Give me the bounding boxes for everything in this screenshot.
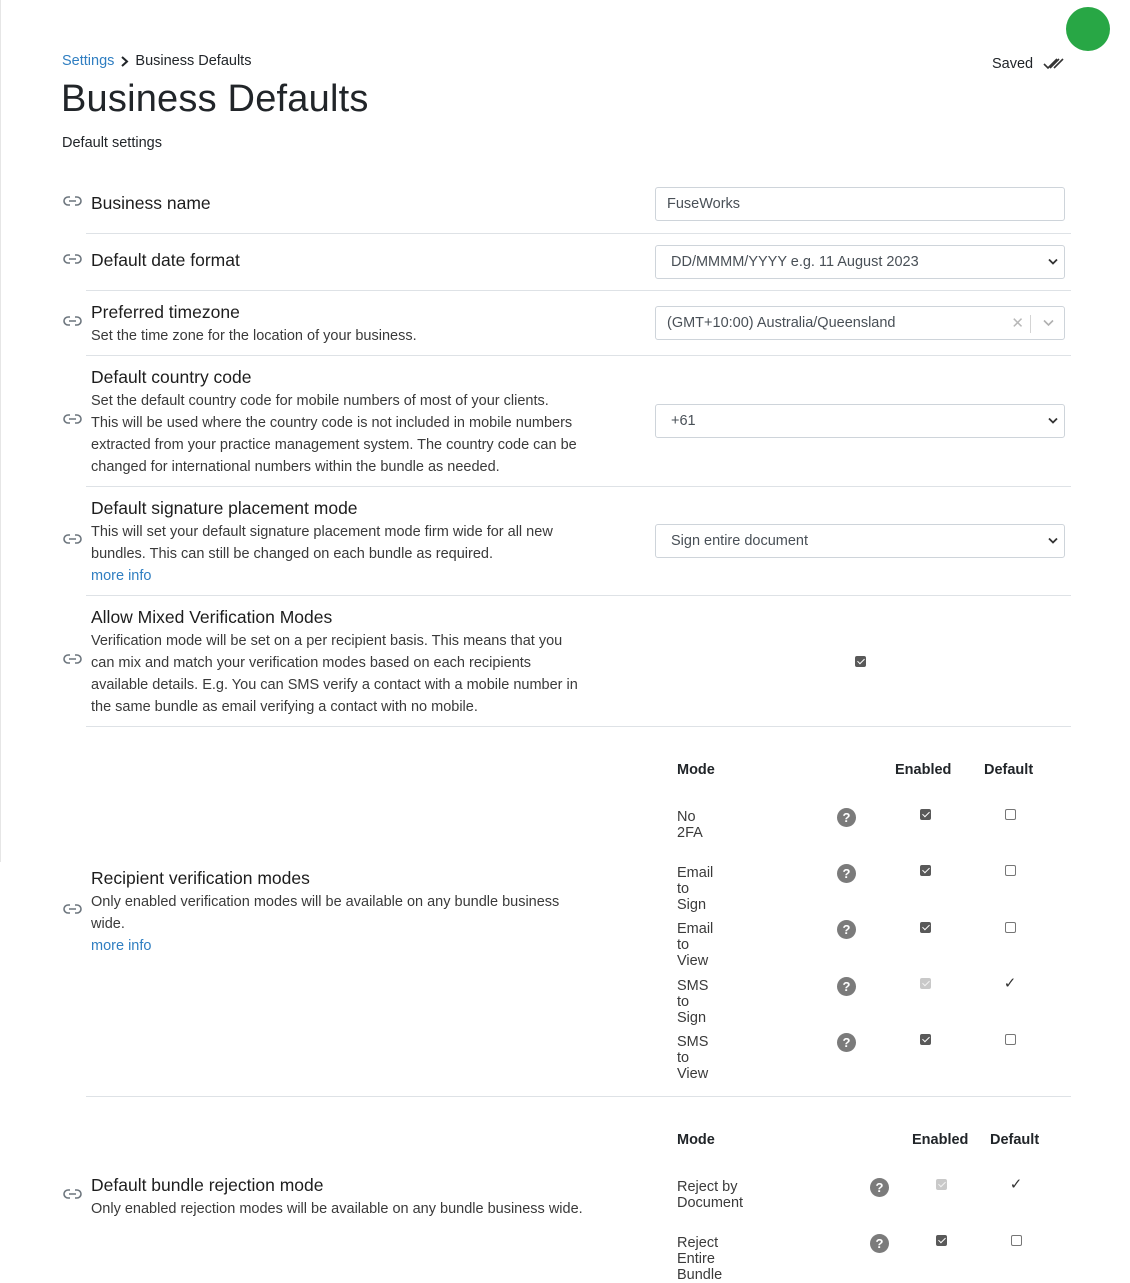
default-checkbox[interactable] [1005, 1034, 1016, 1045]
setting-description: Set the time zone for the location of your business. [91, 328, 417, 344]
link-icon[interactable] [63, 253, 82, 265]
enabled-cell [931, 1230, 951, 1250]
clear-icon[interactable]: ✕ [1011, 315, 1024, 332]
help-icon[interactable]: ? [837, 864, 856, 883]
description-line: Only enabled verification modes will be available on any bundle business [91, 894, 560, 910]
setting-title: Recipient verification modes [91, 868, 310, 888]
help-icon[interactable]: ? [837, 808, 856, 827]
default-checkbox[interactable] [1005, 865, 1016, 876]
setting-label-block [91, 1175, 631, 1220]
enabled-checkbox[interactable] [920, 809, 931, 820]
date-format-select[interactable] [655, 245, 1065, 279]
setting-row-date-format [86, 233, 1071, 291]
mixed-verification-checkbox[interactable] [855, 656, 866, 667]
description-line: can mix and match your verification modes based on each recipients [91, 655, 532, 671]
column-header-mode: Mode [677, 1132, 715, 1148]
setting-label-block [91, 250, 631, 271]
description-line: bundles. This can still be changed on each bundle as required. [91, 546, 493, 562]
setting-label-block [91, 302, 631, 347]
default-check-icon: ✓ [1003, 974, 1017, 992]
page-title: Business Defaults [61, 78, 369, 120]
enabled-checkbox[interactable] [936, 1235, 947, 1246]
default-cell [1000, 1029, 1020, 1049]
setting-title: Default country code [91, 367, 252, 387]
more-info-link[interactable]: more info [91, 938, 152, 954]
setting-title: Business name [91, 193, 211, 213]
enabled-checkbox[interactable] [920, 1034, 931, 1045]
setting-row-verification-modes [86, 726, 1071, 1097]
description-line: This will set your default signature placement mode firm wide for all new [91, 524, 553, 540]
help-icon[interactable]: ? [837, 1033, 856, 1052]
chevron-right-icon [120, 56, 129, 67]
mode-name: SMS to View [677, 1034, 709, 1082]
column-header-enabled: Enabled [912, 1132, 969, 1148]
link-icon[interactable] [63, 903, 82, 915]
setting-row-rejection-modes [86, 1096, 1071, 1283]
column-header-enabled: Enabled [895, 762, 952, 778]
more-info-link[interactable]: more info [91, 568, 152, 584]
default-cell [1000, 804, 1020, 824]
mode-name: Reject Entire Bundle [677, 1235, 723, 1283]
setting-row-signature-mode [86, 486, 1071, 596]
setting-label-block [91, 498, 631, 587]
mode-name: Reject by Document [677, 1179, 744, 1211]
enabled-cell [931, 1174, 951, 1194]
help-icon[interactable]: ? [870, 1178, 889, 1197]
mode-name: SMS to Sign [677, 978, 709, 1026]
enabled-cell [915, 917, 935, 937]
date-format-value: DD/MMMM/YYYY e.g. 11 August 2023 [671, 254, 919, 270]
link-icon[interactable] [63, 195, 82, 207]
save-status [992, 56, 1065, 72]
column-header-default: Default [984, 762, 1034, 778]
mode-name: No 2FA [677, 809, 703, 841]
enabled-checkbox[interactable] [920, 865, 931, 876]
description-line: the same bundle as email verifying a contact with no mobile. [91, 699, 478, 715]
default-check-icon: ✓ [1009, 1175, 1023, 1193]
enabled-cell [915, 973, 935, 993]
enabled-checkbox[interactable] [920, 922, 931, 933]
country-code-select[interactable] [655, 404, 1065, 438]
description-line: available details. E.g. You can SMS verify a contact with a mobile number in [91, 677, 578, 693]
column-header-mode: Mode [677, 762, 715, 778]
setting-label-block [91, 607, 631, 718]
default-cell [1000, 860, 1020, 880]
help-icon[interactable]: ? [870, 1234, 889, 1253]
setting-description [91, 390, 631, 478]
setting-title: Preferred timezone [91, 302, 240, 322]
breadcrumb-settings-link[interactable]: Settings [62, 53, 115, 69]
enabled-checkbox-disabled [920, 978, 931, 989]
link-icon[interactable] [63, 533, 82, 545]
setting-description [91, 891, 631, 935]
chevron-down-icon [1048, 538, 1058, 545]
breadcrumb-current: Business Defaults [135, 53, 252, 69]
country-code-value: +61 [671, 413, 696, 429]
default-cell [1000, 973, 1020, 993]
saved-label: Saved [992, 56, 1034, 72]
chevron-down-icon [1048, 259, 1058, 266]
page-edge [0, 0, 1, 862]
setting-label-block [91, 193, 631, 214]
description-line: Verification mode will be set on a per recipient basis. This means that you [91, 633, 563, 649]
chevron-down-icon[interactable] [1043, 320, 1054, 327]
page-subtitle: Default settings [62, 135, 162, 151]
description-line: wide. [91, 916, 125, 932]
breadcrumb [62, 53, 251, 69]
setting-title: Allow Mixed Verification Modes [91, 607, 333, 627]
default-cell [1006, 1230, 1026, 1250]
description-line: This will be used where the country code is not included in mobile numbers [91, 415, 573, 431]
default-cell [1000, 917, 1020, 937]
timezone-select[interactable] [655, 306, 1065, 340]
link-icon[interactable] [63, 315, 82, 327]
mode-name: Email to View [677, 921, 714, 969]
setting-description [91, 521, 631, 565]
column-header-default: Default [990, 1132, 1040, 1148]
setting-row-timezone [86, 290, 1071, 356]
help-icon[interactable]: ? [837, 920, 856, 939]
enabled-cell [915, 804, 935, 824]
setting-label-block [91, 868, 631, 957]
business-name-input[interactable] [655, 187, 1065, 221]
setting-row-business-name [86, 176, 1071, 234]
setting-row-mixed-verification [86, 595, 1071, 727]
user-avatar[interactable] [1066, 7, 1110, 51]
enabled-cell [915, 860, 935, 880]
enabled-cell [915, 1029, 935, 1049]
default-checkbox[interactable] [1011, 1235, 1022, 1246]
chevron-down-icon [1048, 418, 1058, 425]
link-icon[interactable] [63, 653, 82, 665]
select-separator [1030, 315, 1031, 333]
link-icon[interactable] [63, 413, 82, 425]
default-checkbox[interactable] [1005, 809, 1016, 820]
description-line: extracted from your practice management system. The country code can be [91, 437, 577, 453]
mode-name: Email to Sign [677, 865, 714, 913]
signature-mode-value: Sign entire document [671, 533, 809, 549]
timezone-value: (GMT+10:00) Australia/Queensland [667, 315, 896, 331]
enabled-checkbox-disabled [936, 1179, 947, 1190]
description-line: Set the default country code for mobile numbers of most of your clients. [91, 393, 549, 409]
setting-description: Only enabled rejection modes will be available on any bundle business wide. [91, 1201, 583, 1217]
setting-description [91, 630, 631, 718]
setting-title: Default signature placement mode [91, 498, 358, 518]
setting-label-block [91, 367, 631, 478]
help-icon[interactable]: ? [837, 977, 856, 996]
setting-title: Default bundle rejection mode [91, 1175, 324, 1195]
description-line: changed for international numbers within the bundle as needed. [91, 459, 500, 475]
signature-mode-select[interactable] [655, 524, 1065, 558]
setting-row-country-code [86, 355, 1071, 487]
default-checkbox[interactable] [1005, 922, 1016, 933]
default-cell [1006, 1174, 1026, 1194]
link-icon[interactable] [63, 1188, 82, 1200]
double-check-icon [1043, 57, 1065, 71]
setting-title: Default date format [91, 250, 240, 270]
